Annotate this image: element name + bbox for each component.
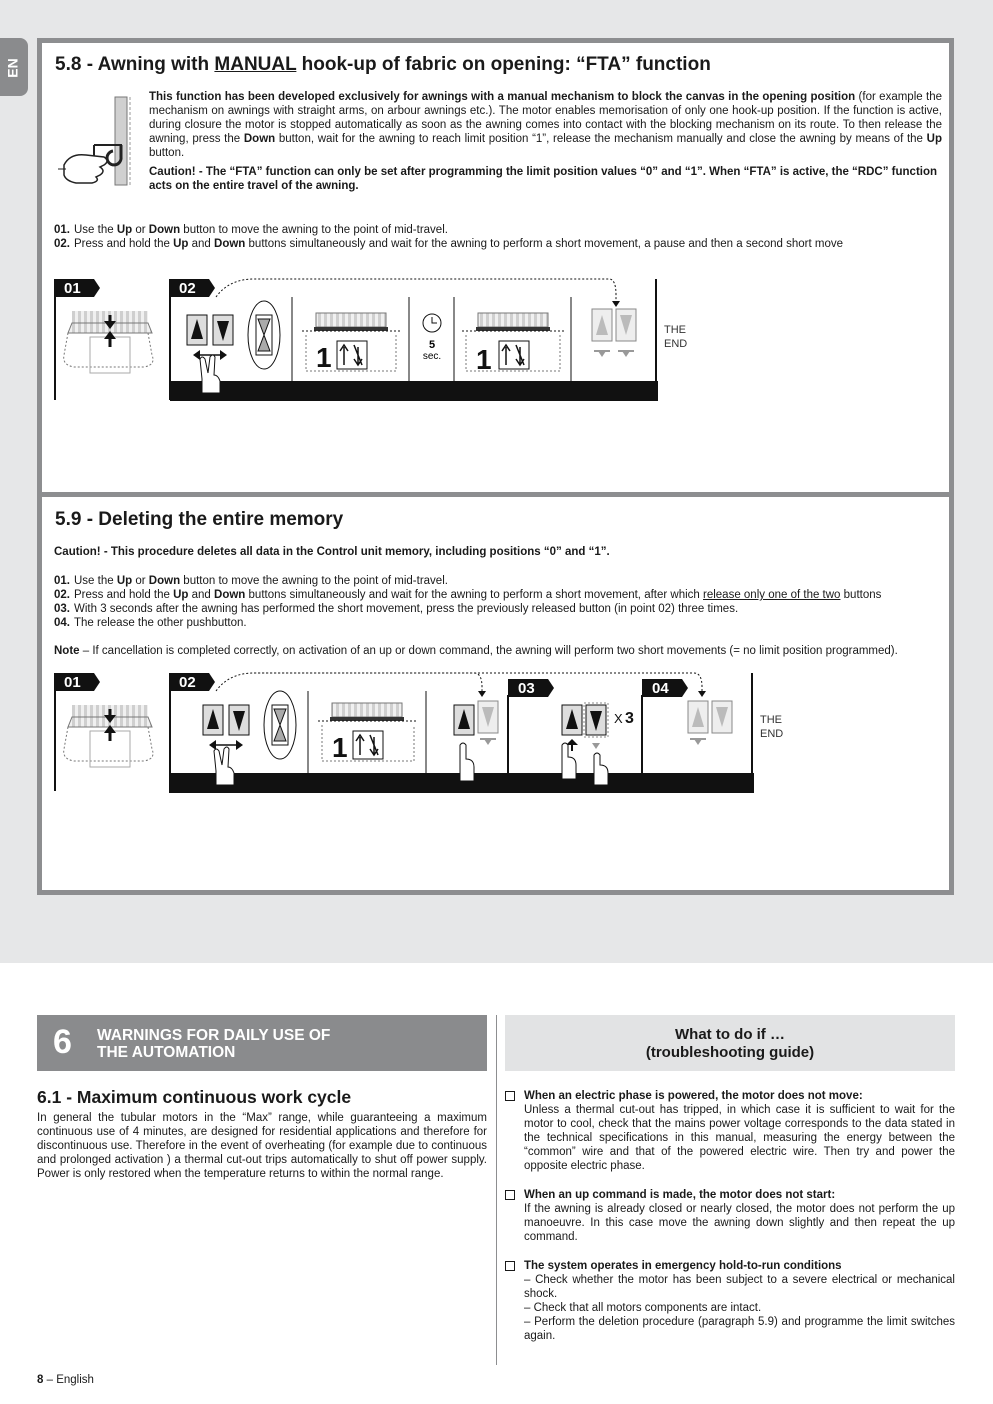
svg-text:02: 02: [179, 674, 196, 691]
step-02: 02. Press and hold the Up and Down buttons simultaneously and wait for the awning to perform a short movement, a pause and then a second short move: [54, 238, 844, 250]
hand-one-finger-icon: [460, 743, 474, 781]
svg-text:END: END: [664, 338, 688, 350]
hand-two-fingers-icon: [200, 355, 220, 393]
svg-text:3: 3: [625, 710, 634, 727]
svg-text:04: 04: [652, 680, 669, 697]
up-arrow-button-icon: [688, 701, 708, 733]
page-footer: 8 – English: [37, 1374, 94, 1386]
troubleshooting-title-line2: (troubleshooting guide): [645, 1044, 815, 1061]
hourglass-icon: [264, 691, 296, 759]
down-arrow-button-icon: [584, 703, 608, 737]
section-5-9-steps: [54, 574, 881, 630]
section-5-8-caution: Caution! - The “FTA” function can only be set after programming the limit position values “0” and “1”. When “FTA” is active, the “RDC” function acts on the entire travel of the awning.: [149, 166, 938, 192]
up-arrow-button-icon: [187, 315, 207, 345]
svg-text:END: END: [760, 728, 784, 740]
up-arrow-button-icon: [562, 705, 582, 735]
section-5-8-intro: This function has been developed exclusively for awnings with a manual mechanism to block the canvas in the opening position (for example the mechanism on awnings with straight arms, on arbour awnings etc.). The motor enables memorisation of only one hook-up position. If the function is active, during closure the motor is stopped automatically as soon as the awning comes into contact with the blocking mechanism on its route. To then release the awning, press the Down button, wait for the awning to reach limit position “1”, release the mechanism manually and close the awning by means of the Up button.: [149, 91, 942, 159]
awning-icon: [64, 311, 153, 373]
svg-text:1: 1: [316, 342, 332, 373]
section-6-header: [37, 1015, 487, 1071]
svg-text:THE: THE: [664, 324, 686, 336]
awning-icon: [64, 705, 153, 767]
down-arrow-button-icon: [213, 315, 233, 345]
section-number: 6: [53, 1023, 72, 1061]
svg-text:1: 1: [332, 732, 348, 763]
troubleshoot-item: When an up command is made, the motor does not start: If the awning is already closed or nearly closed, the motor does not perform the up manoeuvre. In this case move the awning down slightly and then repeat the up command.: [505, 1188, 955, 1244]
svg-text:02: 02: [179, 280, 196, 297]
step-label-03: [508, 679, 554, 697]
svg-text:THE: THE: [760, 714, 782, 726]
up-arrow-button-icon: [203, 705, 223, 735]
step-01: 01. Use the Up or Down button to move the awning to the point of mid-travel.: [54, 224, 448, 236]
checkbox-icon: [505, 1261, 515, 1271]
step-label-04: [642, 679, 688, 697]
hourglass-icon: [248, 301, 280, 369]
up-arrow-button-icon: [454, 705, 474, 735]
awning-icon: [302, 313, 400, 373]
svg-text:01: 01: [64, 674, 81, 691]
awning-icon: [462, 313, 564, 375]
section-5-9-note: Note – If cancellation is completed correctly, on activation of an up or down command, the awning will perform two short movements (= no limit position programmed).: [54, 645, 898, 657]
section-5-9-title: 5.9 - Deleting the entire memory: [55, 509, 344, 530]
down-arrow-button-icon: [616, 309, 636, 341]
section-5-8-diagram: [54, 275, 704, 405]
section-5-9-diagram: [54, 669, 794, 797]
step-label-01: [54, 673, 100, 691]
section-5-9-caution: Caution! - This procedure deletes all data in the Control unit memory, including positions “0” and “1”.: [54, 546, 610, 558]
down-arrow-button-icon: [478, 701, 498, 733]
clock-icon: [423, 314, 441, 332]
hand-hook-icon: [58, 95, 138, 187]
troubleshoot-item: When an electric phase is powered, the motor does not move: Unless a thermal cut-out has tripped, in which case it is sufficient to wait for the motor to cool, check that the mains power voltage corresponds to the data stated in the technical specifications in this manual, measuring the energy between the “common” wire and that of the powered electric wire. Then try and power the opposite electric phase.: [505, 1089, 955, 1173]
section-5-8-panel: [37, 38, 954, 497]
step-03: 03. With 3 seconds after the awning has performed the short movement, press the previously released button (in point 02) three times.: [54, 603, 739, 615]
checkbox-icon: [505, 1190, 515, 1200]
section-5-9-panel: [37, 492, 954, 895]
troubleshoot-item: The system operates in emergency hold-to-run conditions – Check whether the motor has been subject to a severe electrical or mechanical shock. – Check that all motors components are intact. – Perform the deletion procedure (paragraph 5.9) and programme the limit switches again.: [505, 1259, 955, 1343]
svg-text:1: 1: [476, 344, 492, 375]
awning-icon: [318, 703, 418, 763]
up-arrow-button-icon: [592, 309, 612, 341]
step-label-02: [169, 279, 215, 297]
down-arrow-button-icon: [229, 705, 249, 735]
language-tab-label: EN: [4, 58, 21, 78]
section-6-title: WARNINGS FOR DAILY USE OF THE AUTOMATION: [97, 1027, 331, 1061]
step-label-02: [169, 673, 215, 691]
checkbox-icon: [505, 1091, 515, 1101]
down-arrow-button-icon: [712, 701, 732, 733]
section-6-1-title: 6.1 - Maximum continuous work cycle: [37, 1087, 352, 1107]
svg-text:5: 5: [428, 339, 436, 351]
hand-two-fingers-icon: [214, 747, 234, 785]
step-04: 04. The release the other pushbutton.: [54, 617, 247, 629]
section-5-8-title: 5.8 - Awning with MANUAL hook-up of fabric on opening: “FTA” function: [55, 54, 711, 75]
step-02: 02. Press and hold the Up and Down buttons simultaneously and wait for the awning to perform a short movement, after which release only one of the two buttons: [54, 589, 882, 601]
svg-text:sec.: sec.: [422, 351, 442, 362]
troubleshooting-header: [505, 1015, 955, 1071]
section-6-1-body: In general the tubular motors in the “Max” range, while guaranteeing a maximum continuous use of 4 minutes, are designed for residential applications and therefore for discontinuous use. Therefore in the event of overheating (for example due to continuous and prolonged activation ) a thermal cut-out trips automatically to shut off power supply. Power is only restored when the temperature returns to within the normal range.: [37, 1112, 487, 1180]
step-01: 01. Use the Up or Down button to move the awning to the point of mid-travel.: [54, 575, 448, 587]
svg-text:X: X: [614, 711, 623, 726]
troubleshooting-title-line1: What to do if …: [675, 1026, 785, 1043]
svg-text:01: 01: [64, 280, 81, 297]
svg-text:03: 03: [518, 680, 535, 697]
section-5-8-steps: [54, 223, 843, 251]
step-label-01: [54, 279, 100, 297]
language-tab[interactable]: [0, 38, 28, 96]
column-divider: [496, 1015, 497, 1365]
